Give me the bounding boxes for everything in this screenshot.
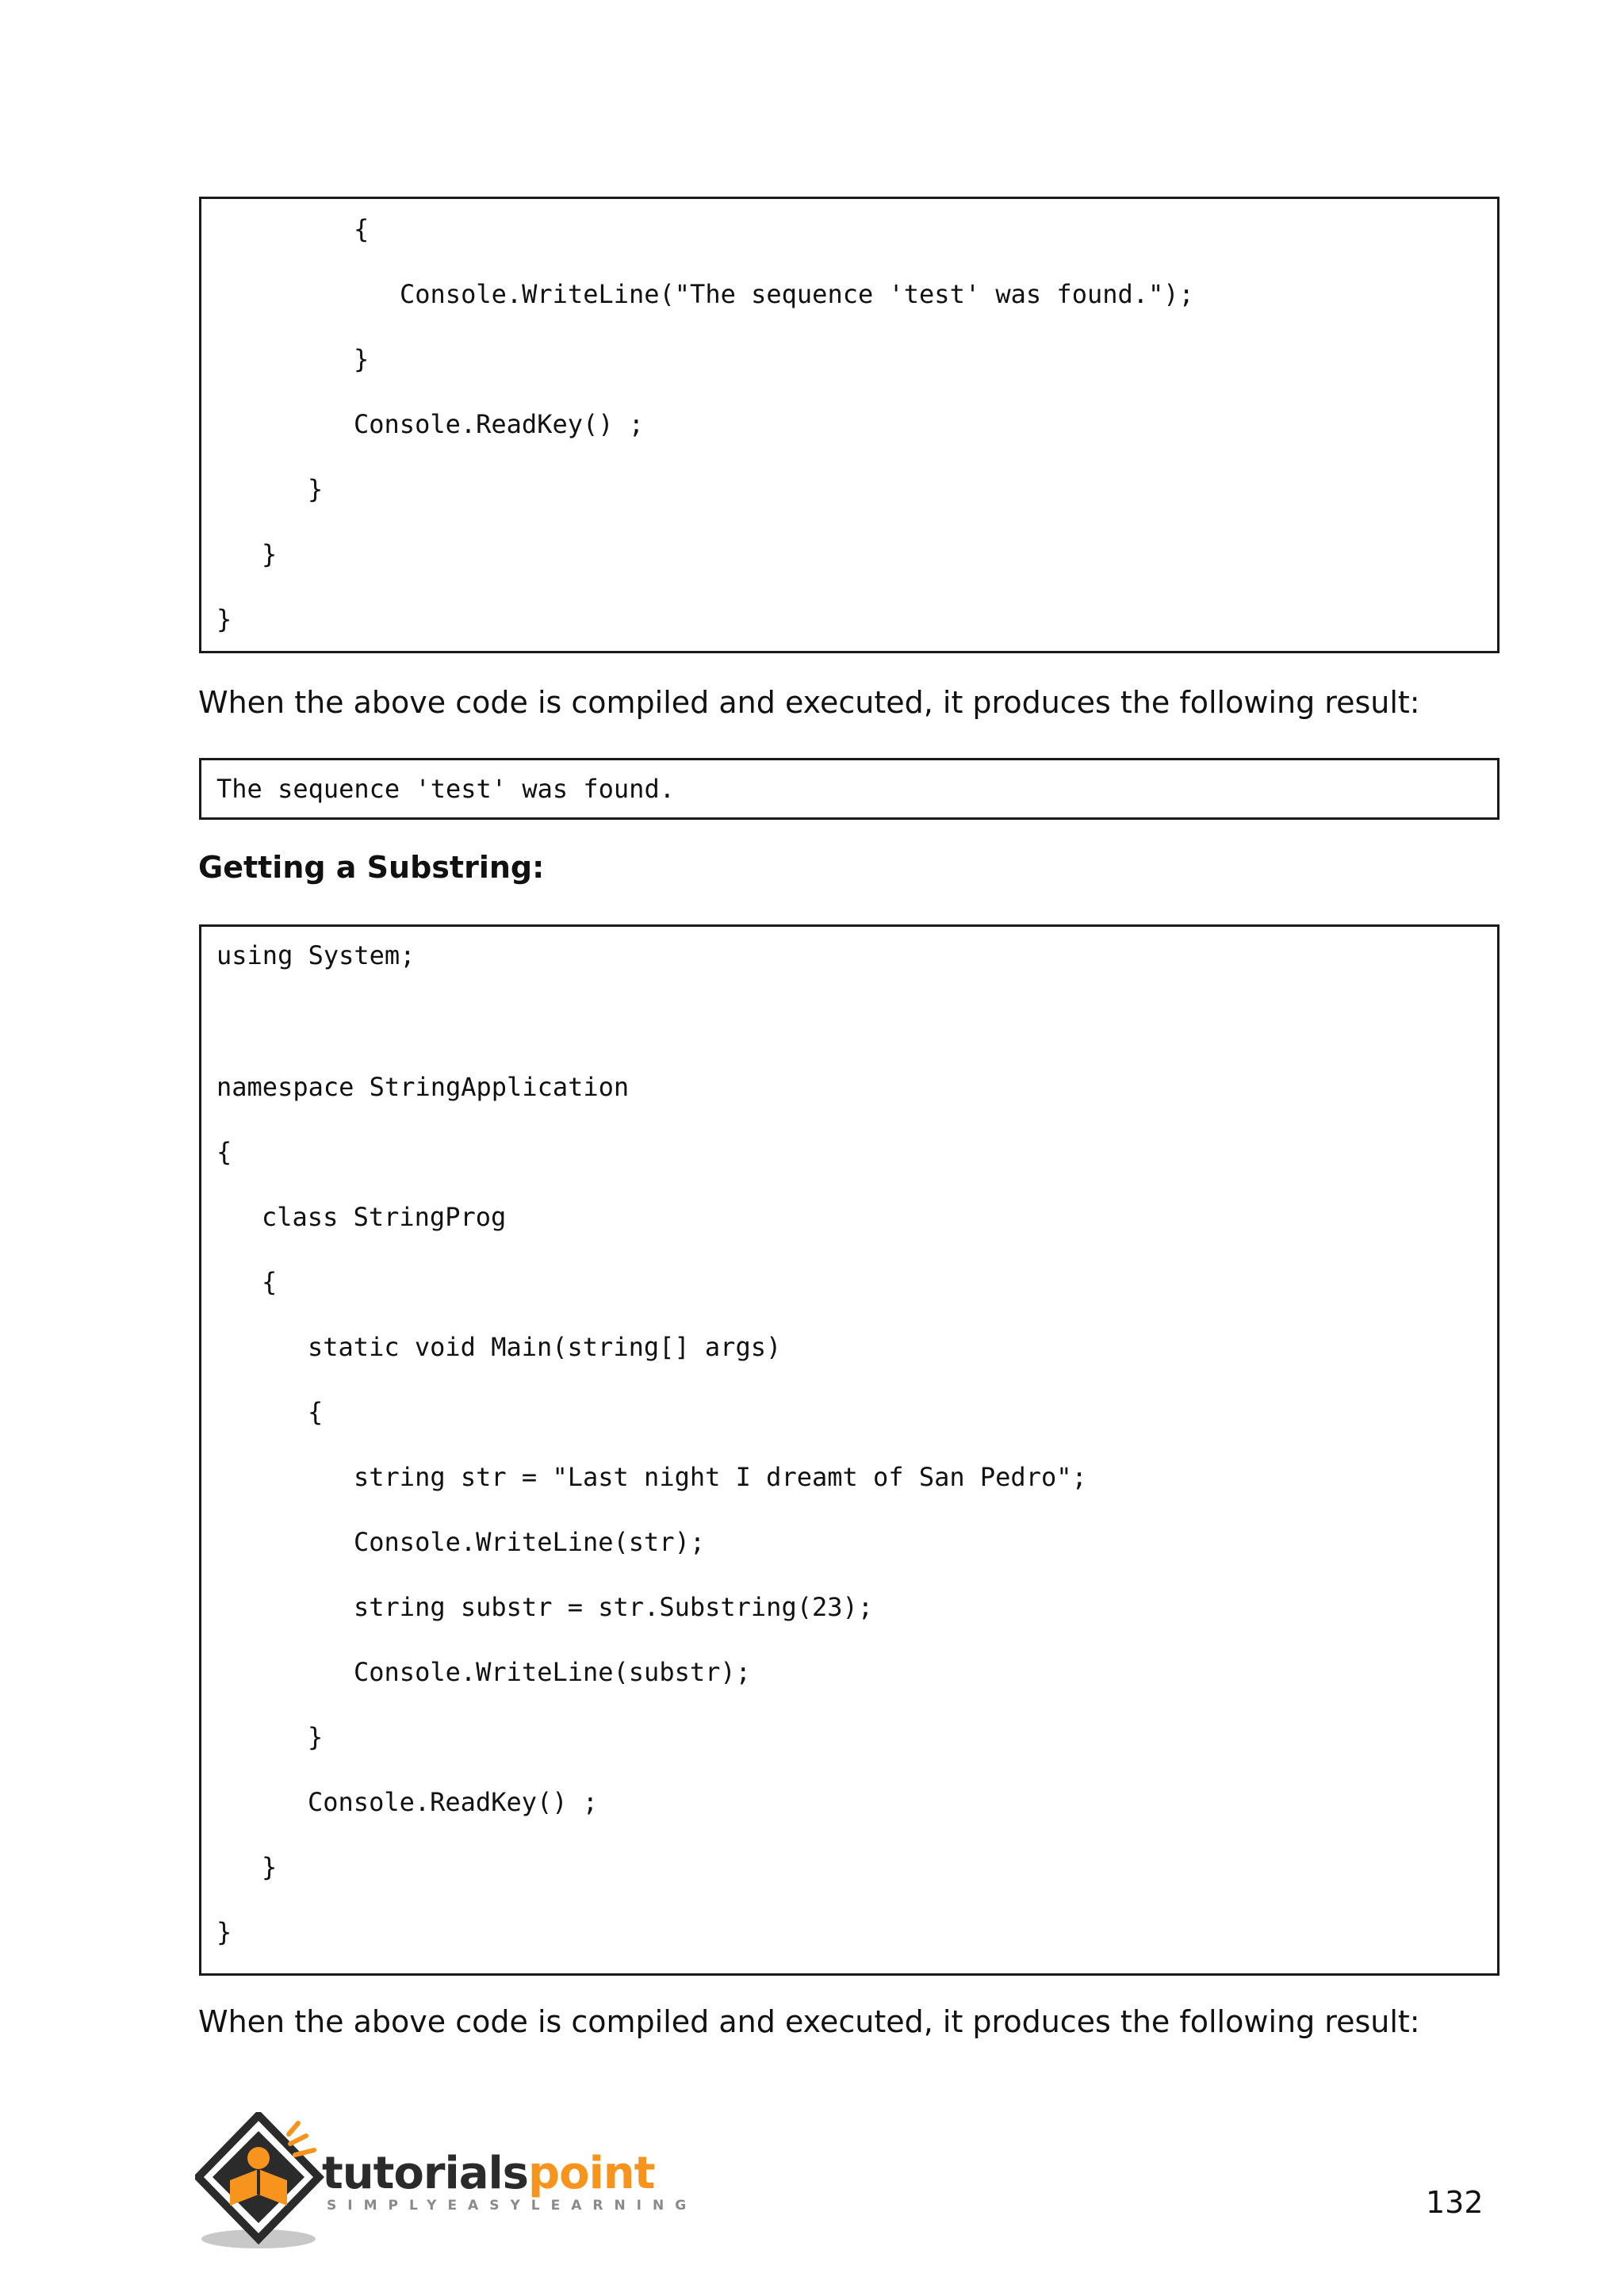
code-line: Console.ReadKey() ;: [308, 1787, 599, 1817]
code-line: using System;: [216, 940, 416, 970]
code-line: string substr = str.Substring(23);: [354, 1592, 874, 1622]
code-line: string str = "Last night I dreamt of San Pedro";: [354, 1462, 1087, 1492]
tutorialspoint-logo: [195, 2112, 698, 2255]
code-block-1: [199, 197, 1500, 653]
code-line: {: [354, 214, 370, 244]
logo-wordmark: [322, 2149, 654, 2199]
code-line: }: [262, 1852, 278, 1882]
code-block-2: [199, 924, 1500, 1976]
logo-word-dark: tutorials: [322, 2148, 529, 2199]
output-line: The sequence 'test' was found.: [216, 774, 675, 804]
code-line: namespace StringApplication: [216, 1072, 630, 1102]
logo-word-orange: point: [528, 2148, 655, 2199]
logo-emblem-icon: [195, 2112, 330, 2255]
result-intro-1: When the above code is compiled and executed, it produces the following result:: [198, 685, 1420, 720]
output-block-1: [199, 758, 1500, 820]
logo-tagline: SIMPLYEASYLEARNING: [327, 2198, 698, 2214]
code-line: Console.WriteLine("The sequence 'test' was found.");: [400, 279, 1194, 309]
code-line: }: [216, 604, 232, 634]
code-line: {: [262, 1267, 278, 1297]
code-line: class StringProg: [262, 1202, 507, 1232]
page-number: 132: [1426, 2185, 1484, 2220]
code-line: }: [354, 344, 370, 374]
result-intro-2: When the above code is compiled and executed, it produces the following result:: [198, 2004, 1420, 2039]
code-line: }: [308, 474, 324, 504]
code-line: Console.ReadKey() ;: [354, 409, 645, 439]
code-line: }: [216, 1917, 232, 1947]
code-line: {: [308, 1397, 324, 1427]
code-line: Console.WriteLine(str);: [354, 1527, 706, 1557]
code-line: Console.WriteLine(substr);: [354, 1657, 751, 1687]
section-heading: Getting a Substring:: [198, 850, 545, 885]
code-line: }: [262, 539, 278, 569]
code-line: static void Main(string[] args): [308, 1332, 782, 1362]
code-line: }: [308, 1722, 324, 1752]
code-line: {: [216, 1137, 232, 1167]
